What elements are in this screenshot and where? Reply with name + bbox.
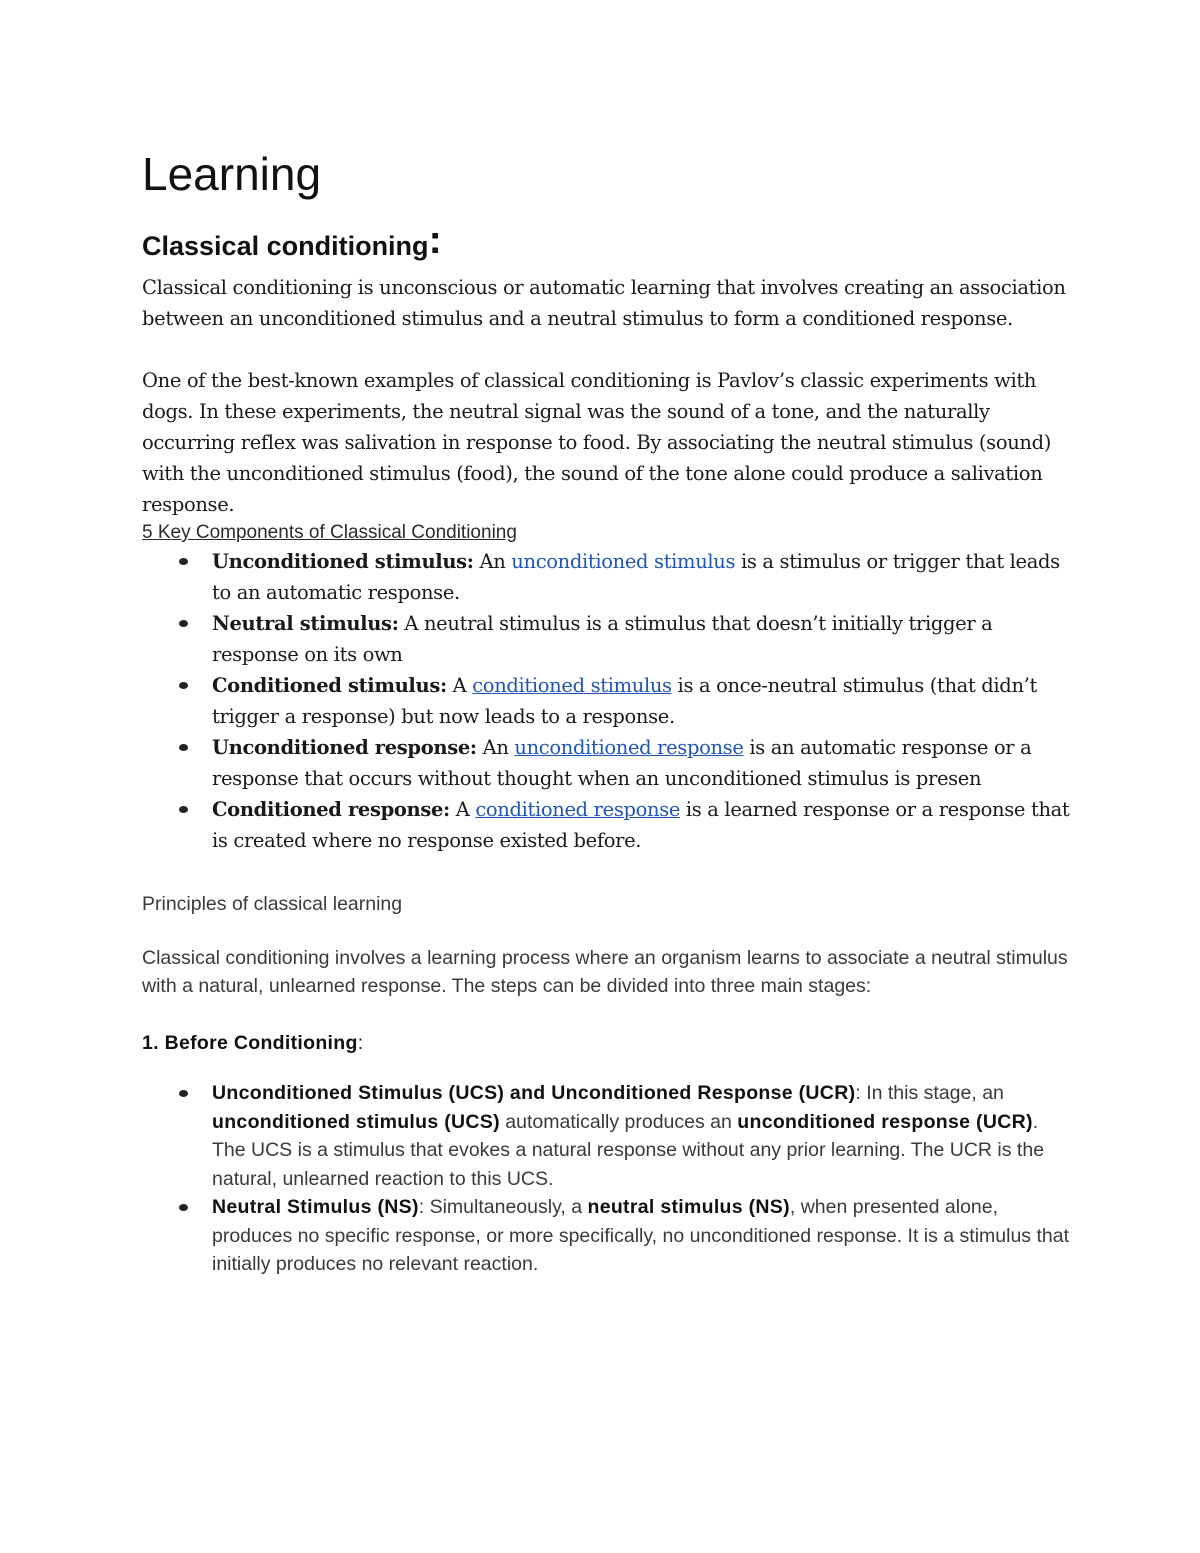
- stage-text: : In this stage, an: [855, 1082, 1004, 1104]
- list-item: [212, 670, 1072, 732]
- component-text: is a learned response or a response that is created where no response existed before.: [212, 798, 1070, 852]
- section-heading-colon: :: [428, 218, 442, 262]
- component-link[interactable]: conditioned stimulus: [472, 674, 672, 697]
- bullet-icon: [179, 744, 188, 751]
- principles-heading: Principles of classical learning: [142, 893, 403, 915]
- component-text: A neutral stimulus is a stimulus that doesn’t initially trigger a response on its own: [212, 612, 993, 666]
- component-link[interactable]: unconditioned stimulus: [511, 550, 736, 573]
- bullet-icon: [179, 620, 188, 627]
- document-page: [142, 140, 1072, 1279]
- component-term: Conditioned response:: [212, 798, 450, 821]
- stage-list: [142, 1079, 1072, 1279]
- list-item: [212, 732, 1072, 794]
- list-item: [212, 546, 1072, 608]
- bullet-icon: [179, 1204, 188, 1211]
- stage-text: automatically produces an: [499, 1110, 738, 1133]
- component-text: is an automatic response or a response that occurs without thought when an unconditioned stimulus is presen: [212, 736, 1032, 790]
- components-subheading: 5 Key Components of Classical Conditioning: [142, 522, 517, 543]
- component-text: A: [446, 674, 473, 697]
- component-term: Conditioned stimulus:: [212, 674, 447, 697]
- component-term: Unconditioned response:: [212, 736, 477, 759]
- component-term: Unconditioned stimulus:: [212, 550, 474, 573]
- list-item: [212, 1193, 1072, 1279]
- document-title: Learning: [142, 148, 322, 200]
- definition-paragraph: Classical conditioning is unconscious or automatic learning that involves creating an association between an unconditioned stimulus and a neutral stimulus to form a conditioned response.: [142, 276, 1066, 330]
- section-heading-text: Classical conditioning: [142, 231, 429, 261]
- component-term: Neutral stimulus:: [212, 612, 399, 635]
- component-text: A: [449, 798, 476, 821]
- principles-intro: Classical conditioning involves a learning process where an organism learns to associate a neutral stimulus with a natural, unlearned response. The steps can be divided into three main stages:: [142, 946, 1068, 997]
- component-text: An: [476, 736, 515, 759]
- bullet-icon: [179, 682, 188, 689]
- component-link[interactable]: unconditioned response: [514, 736, 744, 759]
- bullet-icon: [179, 806, 188, 813]
- example-paragraph: One of the best-known examples of classical conditioning is Pavlov’s classic experiments with dogs. In these experiments, the neutral signal was the sound of a tone, and the naturally occurring reflex was salivation in response to food. By associating the neutral stimulus (sound) with the unconditioned stimulus (food), the sound of the tone alone could produce a salivation response.: [142, 369, 1052, 516]
- stage-term: unconditioned stimulus (UCS): [212, 1110, 500, 1133]
- stage-colon: :: [357, 1031, 364, 1054]
- list-item: [212, 608, 1072, 670]
- component-text: is a stimulus or trigger that leads to an automatic response.: [212, 550, 1060, 604]
- bullet-icon: [179, 558, 188, 565]
- stage-term: Neutral Stimulus (NS): [212, 1196, 419, 1218]
- list-item: [212, 1079, 1072, 1193]
- stage-heading: [142, 1029, 1072, 1058]
- stage-text: , when presented alone, produces no specific response, or more specifically, no unconditioned response. It is a stimulus that initially produces no relevant reaction.: [212, 1196, 1070, 1275]
- stage-term: unconditioned response (UCR): [737, 1110, 1033, 1133]
- component-text: An: [473, 550, 512, 573]
- stage-term: Unconditioned Stimulus (UCS) and Unconditioned Response (UCR): [212, 1082, 856, 1104]
- stage-term: neutral stimulus (NS): [587, 1196, 790, 1218]
- stage-title: 1. Before Conditioning: [142, 1031, 358, 1054]
- list-item: [212, 794, 1072, 856]
- component-link[interactable]: conditioned response: [475, 798, 681, 821]
- components-list: [142, 546, 1072, 856]
- stage-text: . The UCS is a stimulus that evokes a natural response without any prior learning. The UCR is the natural, unlearned reaction to this UCS.: [212, 1110, 1045, 1190]
- section-heading: [142, 218, 1072, 268]
- stage-text: : Simultaneously, a: [418, 1196, 588, 1218]
- component-text: is a once-neutral stimulus (that didn’t trigger a response) but now leads to a response.: [212, 674, 1037, 728]
- bullet-icon: [179, 1090, 188, 1097]
